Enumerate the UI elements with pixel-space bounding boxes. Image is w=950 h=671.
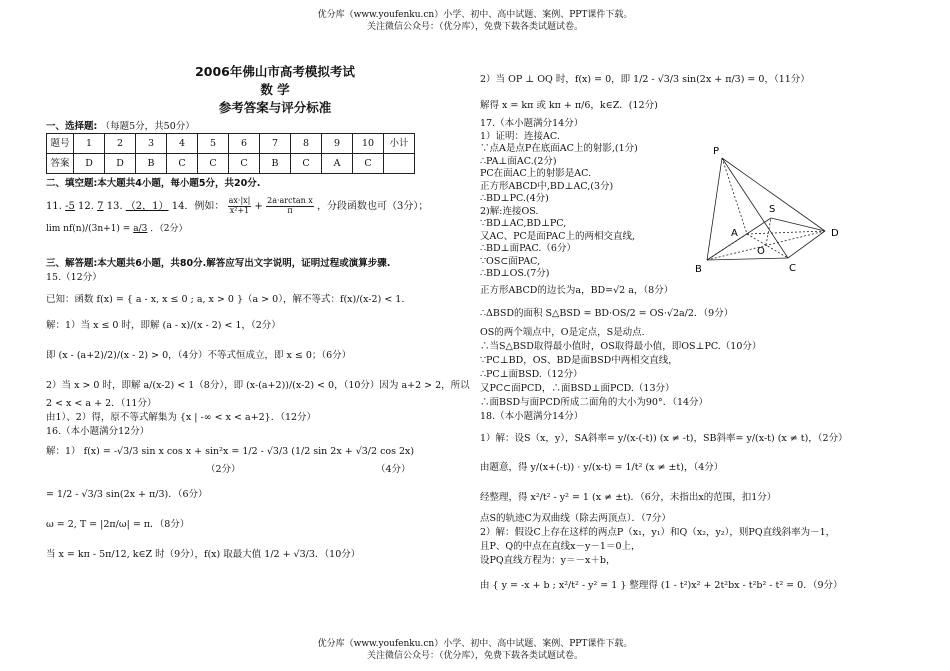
edge-pc [722, 158, 788, 258]
table-cell: 3 [136, 134, 167, 154]
q16-points-b: （4分） [376, 464, 411, 475]
limit-line [46, 224, 187, 235]
q16-part2: 2）当 OP ⊥ OQ 时，f(x) = 0，即 1/2 - √3/3 sin(2x + π/3) = 0，（11分） [480, 74, 810, 85]
header-line-2: 关注微信公众号：（优分库），免费下载各类试题试卷。 [366, 22, 583, 32]
table-cell: D [105, 154, 136, 174]
label-p: P [713, 146, 720, 157]
pyramid-figure [695, 140, 845, 280]
edge-bc [707, 258, 788, 260]
q18-step2: 由题意，得 y/(x+(-t)) · y/(x-t) = 1/t² (x ≠ ±t)，（4分） [480, 461, 724, 473]
q16-step3: ω = 2, T = |2π/ω| = π．（8分） [46, 519, 190, 530]
section2-heading: 二、填空题:本大题共4小题，每小题5分，共20分. [46, 178, 261, 189]
q17-line: 1）证明：连接AC. [480, 130, 560, 142]
q13-answer: （2，1） [125, 200, 169, 212]
q16-step4: 当 x = kπ - 5π/12, k∈Z 时（9分），f(x) 取最大值 1/2 + √3/3．（10分） [46, 549, 361, 560]
table-cell: C [353, 154, 384, 174]
table-cell: 小计 [384, 134, 415, 154]
q12-label: 12. [78, 200, 94, 212]
table-cell [384, 154, 415, 174]
edge-pb [707, 158, 722, 260]
q17-line: ∴BD⊥PC.(4分) [480, 193, 549, 204]
q11-answer: -5 [65, 200, 75, 212]
q18-step5: 2）解：假设C上存在这样的两点P（x₁，y₁）和Q（x₂，y₂），则PQ直线斜率为－1， [480, 526, 836, 538]
q17-line: 2)解:连接OS. [480, 205, 539, 217]
q17-line: 又AC、PC是面PAC上的两相交直线, [480, 230, 635, 242]
q17-area: ∴ΔBSD的面积 S△BSD = BD·OS/2 = OS·√2a/2．（9分） [480, 307, 734, 319]
q17-line: ∵OS⊂面PAC, [480, 255, 541, 267]
table-cell: 2 [105, 134, 136, 154]
label-b: B [695, 264, 702, 275]
q15-head: 15.（12分） [46, 272, 102, 283]
table-cell: 答案 [47, 154, 74, 174]
table-cell: 8 [291, 134, 322, 154]
table-cell: C [198, 154, 229, 174]
label-a: A [731, 228, 738, 239]
q17-line: ∴PA⊥面AC.(2分) [480, 155, 557, 167]
left-solutions [46, 272, 471, 570]
q18-step4: 点S的轨迹C为双曲线（除去两顶点）．（7分） [480, 512, 671, 524]
q15-step1: 解：1）当 x ≤ 0 时，即解 (a - x)/(x - 2) < 1，（2分） [46, 320, 281, 331]
table-cell: 题号 [47, 134, 74, 154]
label-s: S [769, 204, 776, 215]
q15-step3: 2）当 x > 0 时，即解 a/(x-2) < 1（8分），即 (x-(a+2))/(x-2) < 0，（10分）因为 a+2 > 2，所以 [46, 380, 470, 391]
section1-title: 一、选择题: [46, 121, 98, 132]
label-c: C [789, 263, 796, 274]
q15-given: 已知：函数 f(x) = { a - x, x ≤ 0 ; a, x > 0 }（a > 0），解不等式：f(x)/(x-2) < 1. [46, 294, 405, 305]
edge-bd [707, 231, 825, 260]
table-cell: 9 [322, 134, 353, 154]
table-cell: 10 [353, 134, 384, 154]
q12-answer: 7 [97, 200, 104, 212]
q14-formula-plus: + [254, 200, 263, 212]
section3-heading: 三、解答题:本大题共6小题，共80分.解答应写出文字说明，证明过程或演算步骤. [46, 258, 391, 269]
q17-pc-perp: ∴PC⊥面BSD.（12分） [480, 368, 583, 380]
answer-table-row-numbers [47, 134, 415, 154]
q17-line: 17.（本小题满分14分） [480, 118, 584, 129]
footer-line-2: 关注微信公众号：（优分库），免费下载各类试题试卷。 [366, 651, 583, 661]
q13-label: 13. [106, 200, 123, 212]
q17-angle: ∴面BSD与面PCD所成二面角的大小为90°．（14分） [480, 396, 709, 408]
table-cell: C [229, 154, 260, 174]
q17-line: 正方形ABCD中,BD⊥AC,(3分) [480, 180, 614, 192]
q17-min: ∴当S△BSD取得最小值时，OS取得最小值，即OS⊥PC.（10分） [480, 340, 762, 352]
q18-step7: 设PQ直线方程为：y＝－x＋b， [480, 554, 616, 566]
edge-ac [747, 234, 788, 258]
q17-line: ∴BD⊥面PAC.（6分） [480, 243, 576, 254]
q16-points-a: （2分） [206, 464, 241, 475]
table-cell: 4 [167, 134, 198, 154]
q16-head: 16.（本小题满分12分） [46, 426, 150, 437]
table-cell: C [167, 154, 198, 174]
limit-expression: lim nf(n)/(3n+1) = [46, 224, 131, 234]
q16-step2: = 1/2 - √3/3 sin(2x + π/3)．（6分） [46, 489, 208, 500]
table-cell: D [74, 154, 105, 174]
table-cell: B [260, 154, 291, 174]
table-cell: 5 [198, 134, 229, 154]
q17-line: PC在面AC上的射影是AC. [480, 168, 592, 179]
q16-part3: 解得 x = kπ 或 kπ + π/6，k∈Z．(12分) [480, 100, 658, 111]
q14-after: ，分段函数也可（3分）； [316, 200, 429, 212]
footer-line-1: 优分库（www.youfenku.cn）小学、初中、高中试题、案例、PPT课件下载。 [317, 639, 633, 649]
header-line-1: 优分库（www.youfenku.cn）小学、初中、高中试题、案例、PPT课件下载。 [317, 10, 633, 20]
q17-perp: ∵PC⊥BD，OS、BD是面BSD中两相交直线， [480, 354, 678, 366]
q14-label: 14．例如： [171, 200, 225, 212]
q17-line: ∵点A是点P在底面AC上的射影,(1分) [480, 143, 638, 154]
answer-table-row-answers [47, 154, 415, 174]
q14-formula-2: $\frac{\text{2a·arctan x}}{\pi}$ [267, 196, 313, 215]
q18-step1: 1）解：设S（x，y），SA斜率= y/(x-(-t)) (x ≠ -t)，SB斜率= y/(x-t) (x ≠ t)，（2分） [480, 432, 848, 444]
table-cell: B [136, 154, 167, 174]
doc-subject: 数 学 [260, 82, 290, 97]
label-o: O [757, 246, 765, 257]
table-cell: 6 [229, 134, 260, 154]
q16-step1: 解：1） f(x) = -√3/3 sin x cos x + sin²x = 1/2 - √3/3 (1/2 sin 2x + √3/2 cos 2x) [46, 446, 415, 457]
limit-points: ．（2分） [150, 224, 188, 234]
q11-label: 11. [46, 200, 62, 212]
q17-side-length: 正方形ABCD的边长为a，BD=√2 a，（8分） [480, 284, 674, 296]
q14-formula: $\frac{ax\cdot|x|}{\text{x²+1}}$ [228, 196, 251, 215]
q18-step3: 经整理，得 x²/t² - y² = 1 (x ≠ ±t)．（6分，未指出x的范围，扣1分） [480, 491, 777, 503]
q15-step5: 由1）、2）得，原不等式解集为 {x | -∞ < x < a+2}．（12分） [46, 412, 317, 423]
label-d: D [831, 228, 839, 239]
q17-points-ends: OS的两个端点中，O是定点，S是动点. [480, 326, 645, 338]
table-cell: C [291, 154, 322, 174]
q17-line: ∴BD⊥OS.(7分) [480, 268, 550, 279]
limit-answer: a/3 [133, 224, 148, 234]
q17-plane-perp: 又PC⊂面PCD，∴面BSD⊥面PCD.（13分） [480, 382, 675, 394]
q15-step2: 即 (x - (a+2)/2)/(x - 2) > 0，（4分）不等式恒成立，即 x ≤ 0；（6分） [46, 350, 352, 361]
edge-pd [722, 158, 825, 231]
q18-step8: 由 { y = -x + b ; x²/t² - y² = 1 } 整理得 (1 - t²)x² + 2t²bx - t²b² - t² = 0．（9分） [480, 579, 843, 591]
section1-note: （每题5分，共50分） [100, 121, 195, 132]
answer-table [46, 133, 415, 174]
fill-in-answers [46, 197, 428, 216]
edge-pa [722, 158, 747, 234]
table-cell: A [322, 154, 353, 174]
q15-step4: 2 < x < a + 2．（11分） [46, 398, 157, 409]
table-cell: 7 [260, 134, 291, 154]
q16-step1-points [46, 464, 471, 480]
table-cell: 1 [74, 134, 105, 154]
q17-proof [480, 118, 710, 281]
doc-title: 2006年佛山市高考模拟考试 [195, 64, 355, 79]
edge-sd [771, 218, 825, 231]
edge-cd [788, 231, 825, 258]
q18-head: 18.（本小题满分14分） [480, 410, 584, 422]
section1-heading [46, 121, 195, 133]
q17-line: ∵BD⊥AC,BD⊥PC, [480, 218, 567, 229]
doc-subtitle: 参考答案与评分标准 [218, 100, 332, 115]
q18-step6: 且P、Q的中点在直线x－y－1＝0上， [480, 540, 641, 552]
